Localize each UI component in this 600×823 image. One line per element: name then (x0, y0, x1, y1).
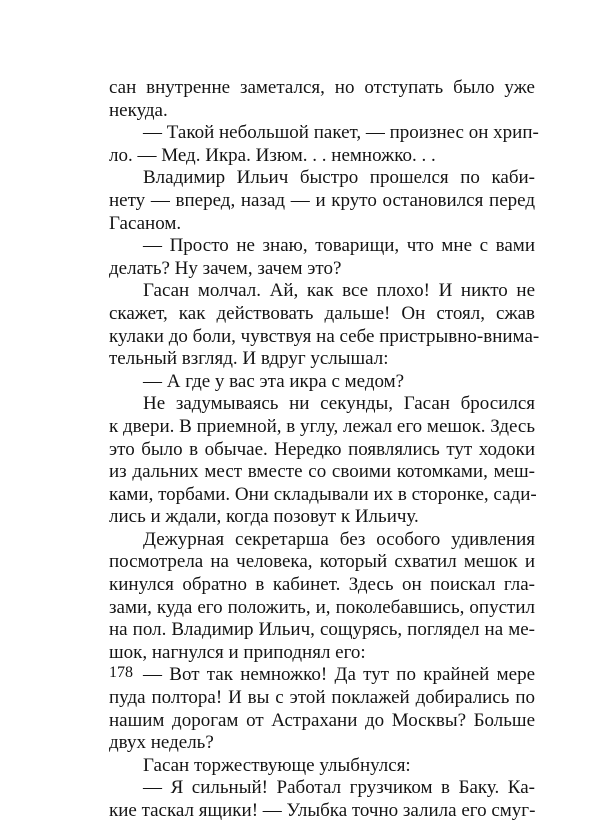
text-line: — Вот так немножко! Да тут по крайней мере (143, 664, 535, 686)
text-line: на пол. Владимир Ильич, сощурясь, поглядел на ме- (109, 619, 535, 641)
text-line: сан внутренне заметался, но отступать было уже (109, 77, 535, 98)
body-text (109, 77, 540, 823)
text-line: кулаки до боли, чувствуя на себе пристрывно-внима- (109, 325, 540, 347)
text-line: нету — вперед, назад — и круто остановился перед (109, 189, 535, 211)
text-line: кие таскал ящики! — Улыбка точно залила его смуг- (109, 800, 536, 821)
text-line: кинулся обратно в кабинет. Здесь он поискал гла- (109, 574, 535, 596)
text-line: делать? Ну зачем, зачем это? (109, 257, 342, 279)
text-line: — Просто не знаю, товарищи, что мне с вами (143, 235, 535, 257)
text-line: это было в обычае. Нередко появлялись тут ходоки (109, 438, 535, 460)
page-number: 178 (109, 664, 133, 681)
text-line: из дальних мест вместе со своими котомками, меш- (109, 461, 535, 483)
text-line: пуда полтора! И вы с этой поклажей добирались по (109, 687, 535, 709)
text-line: нашим дорогам от Астрахани до Москвы? Больше (109, 709, 535, 731)
text-line: Дежурная секретарша без особого удивления (143, 528, 535, 550)
text-line: зами, куда его положить, и, поколебавшись, опустил (109, 596, 535, 618)
text-line: — Я сильный! Работал грузчиком в Баку. Ка- (143, 777, 535, 799)
text-line: ло. — Мед. Икра. Изюм. . . немножко. . . (109, 144, 436, 166)
text-line: Владимир Ильич быстро прошелся по каби- (143, 167, 535, 189)
text-line: ками, торбами. Они складывали их в сторонке, сади- (109, 483, 537, 505)
text-line: Гасаном. (109, 212, 182, 234)
text-line: лись и ждали, когда позовут к Ильичу. (109, 506, 419, 528)
text-line: Не задумываясь ни секунды, Гасан бросился (143, 393, 535, 415)
text-line: двух недель? (109, 732, 214, 754)
text-line: — Такой небольшой пакет, — произнес он хрип- (143, 122, 539, 144)
text-line: — А где у вас эта икра с медом? (143, 370, 405, 392)
text-line: Гасан торжествующе улыбнулся: (143, 754, 411, 776)
text-line: Гасан молчал. Ай, как все плохо! И никто не (143, 280, 535, 302)
text-line: некуда. (109, 99, 168, 121)
text-line: посмотрела на человека, который схватил мешок и (109, 551, 535, 573)
text-line: шок, нагнулся и приподнял его: (109, 641, 366, 663)
text-line: тельный взгляд. И вдруг услышал: (109, 348, 389, 370)
text-line: к двери. В приемной, в углу, лежал его мешок. Здесь (109, 415, 535, 437)
text-line: скажет, как действовать дальше! Он стоял, сжав (109, 302, 535, 324)
